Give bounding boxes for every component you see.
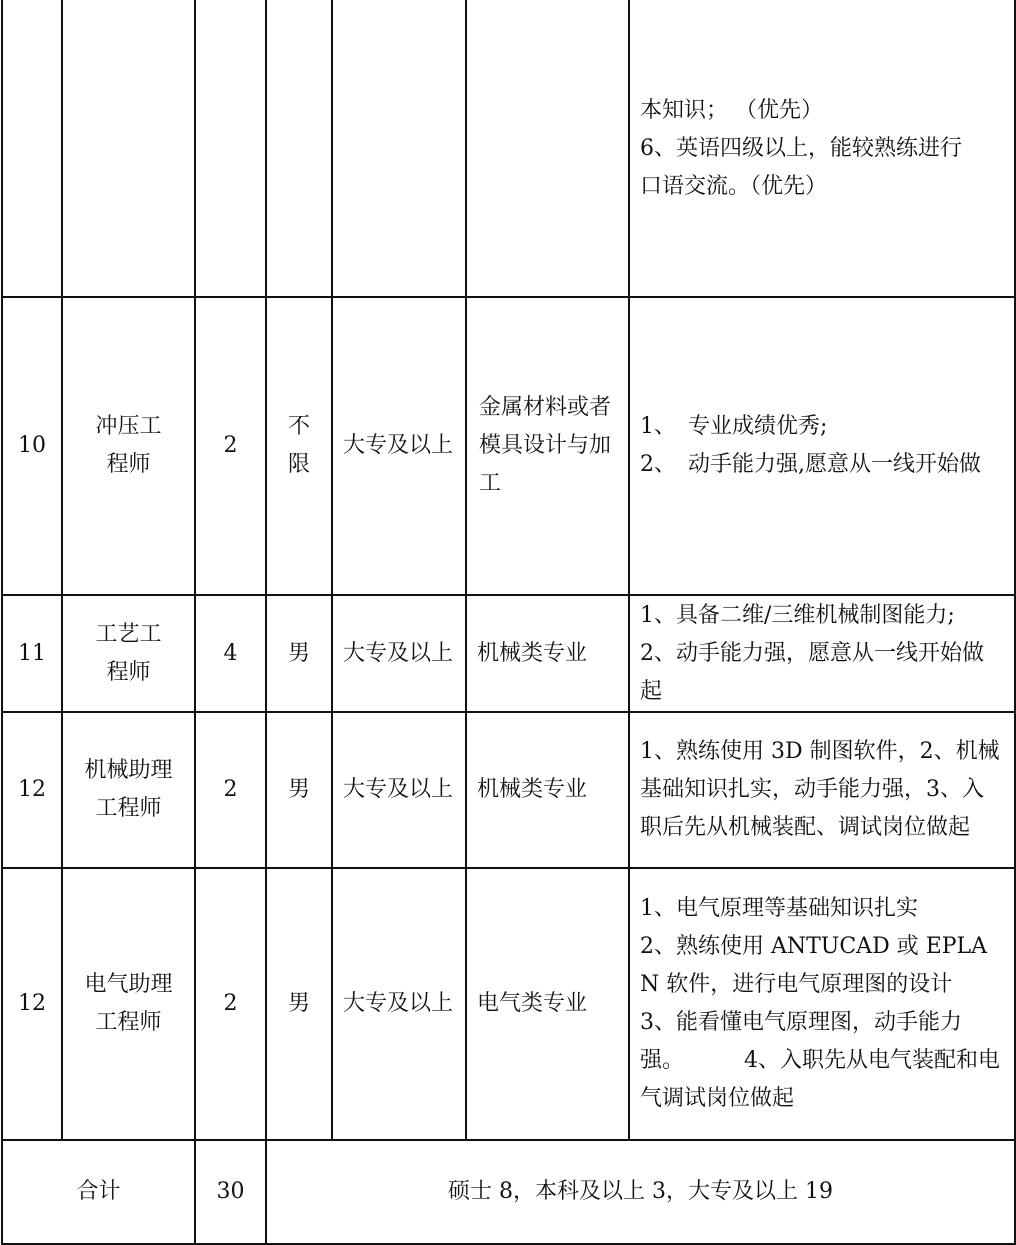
cell-requirements [629, 868, 1015, 1140]
requirement-line: 1、电气原理等基础知识扎实 [640, 896, 918, 921]
table-row [2, 595, 1015, 712]
cell-gender: 男 [266, 595, 332, 712]
requirement-line: 1、熟练使用 3D 制图软件，2、机械基础知识扎实，动手能力强，3、入职后先从机械装配、调试岗位做起 [640, 739, 1000, 840]
total-count: 30 [195, 1140, 266, 1244]
cell-count: 2 [195, 297, 266, 595]
cell-requirements [629, 712, 1015, 868]
cell-no: 12 [2, 712, 62, 868]
table-row [2, 0, 1015, 297]
requirement-line: 4、入职先从电气装配和电气调试岗位做起 [640, 1048, 1001, 1111]
cell-no: 11 [2, 595, 62, 712]
cell-education: 大专及以上 [332, 297, 466, 595]
cell-count: 4 [195, 595, 266, 712]
cell-major: 金属材料或者模具设计与加工 [466, 297, 629, 595]
cell-education: 大专及以上 [332, 868, 466, 1140]
requirement-line: 口语交流。（优先） [640, 174, 828, 199]
cell-major: 机械类专业 [466, 712, 629, 868]
cell-gender [266, 0, 332, 297]
cell-gender: 男 [266, 712, 332, 868]
cell-position: 工艺工程师 [62, 595, 195, 712]
cell-no [2, 0, 62, 297]
cell-position: 冲压工程师 [62, 297, 195, 595]
requirement-line: 1、具备二维/三维机械制图能力; [640, 602, 955, 628]
table-row [2, 297, 1015, 595]
total-row [2, 1140, 1015, 1244]
cell-education: 大专及以上 [332, 712, 466, 868]
cell-position [62, 0, 195, 297]
cell-no: 10 [2, 297, 62, 595]
requirement-line: 2、动手能力强，愿意从一线开始做起 [640, 640, 984, 704]
table-row [2, 868, 1015, 1140]
cell-position: 机械助理工程师 [62, 712, 195, 868]
total-summary: 硕士 8，本科及以上 3，大专及以上 19 [266, 1140, 1015, 1244]
requirement-line: 本知识； （优先） [640, 98, 823, 123]
total-label: 合计 [2, 1140, 195, 1244]
cell-education: 大专及以上 [332, 595, 466, 712]
table-row [2, 712, 1015, 868]
cell-requirements [629, 595, 1015, 712]
cell-count: 2 [195, 868, 266, 1140]
requirement-line: 1、 专业成绩优秀; [640, 414, 828, 439]
cell-requirements [629, 297, 1015, 595]
cell-gender: 不限 [266, 297, 332, 595]
cell-gender: 男 [266, 868, 332, 1140]
cell-education [332, 0, 466, 297]
cell-major: 电气类专业 [466, 868, 629, 1140]
requirement-line: 6、英语四级以上，能较熟练进行 [640, 136, 962, 161]
recruitment-table [1, 0, 1016, 1245]
requirement-line: 2、 动手能力强,愿意从一线开始做 [640, 452, 981, 477]
cell-count: 2 [195, 712, 266, 868]
cell-major: 机械类专业 [466, 595, 629, 712]
cell-position: 电气助理工程师 [62, 868, 195, 1140]
cell-no: 12 [2, 868, 62, 1140]
cell-requirements [629, 0, 1015, 297]
cell-count [195, 0, 266, 297]
requirement-line: 2、熟练使用 ANTUCAD 或 EPLAN 软件，进行电气原理图的设计 [640, 934, 988, 997]
requirement-line: 3、能看懂电气原理图，动手能力强。 [640, 1010, 962, 1073]
cell-major [466, 0, 629, 297]
